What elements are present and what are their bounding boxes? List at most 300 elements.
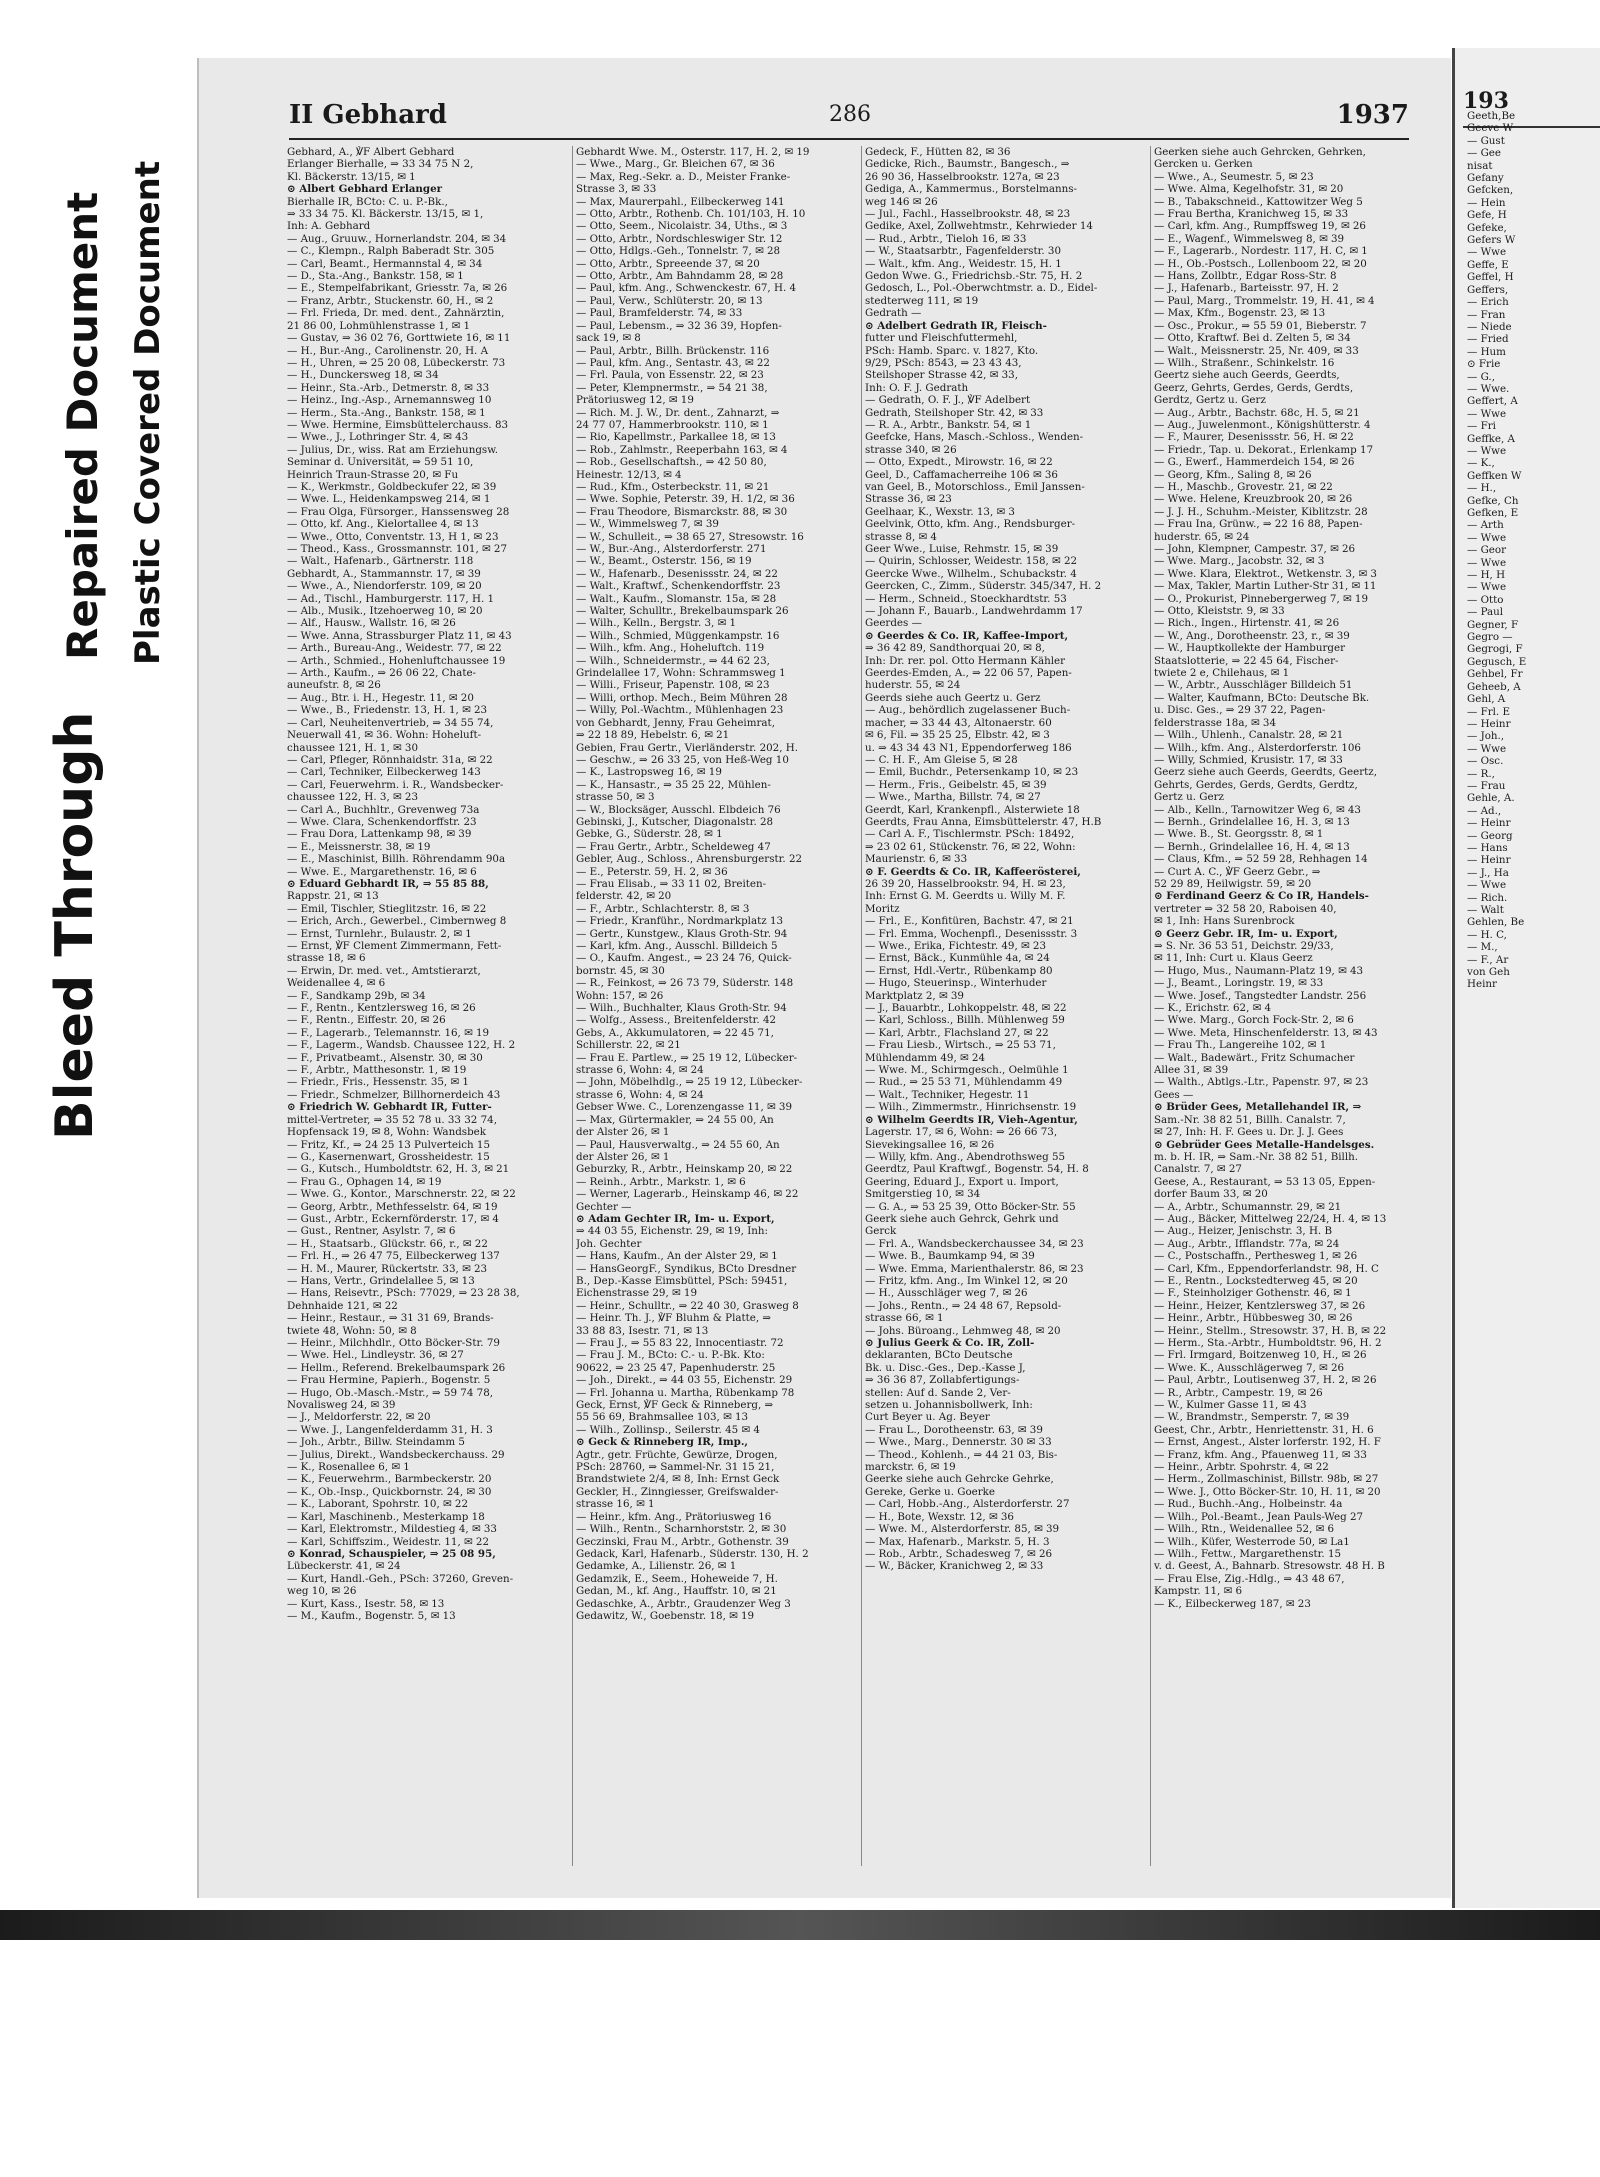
directory-entry-line: Marktplatz 2, ✉ 39	[865, 989, 964, 1002]
directory-entry-line: — Frau Ina, Grünw., ⇒ 22 16 88, Papen-	[1154, 518, 1363, 531]
directory-entry-line: — Max, Maurerpahl., Eilbeckerweg 141	[576, 195, 785, 208]
directory-entry-line: — Otto, Seem., Nicolaistr. 34, Uths., ✉ 3	[576, 220, 788, 233]
directory-entry-line: — R. A., Arbtr., Bankstr. 54, ✉ 1	[865, 418, 1032, 431]
next-page-entry-line: — Paul	[1467, 606, 1504, 619]
directory-entry-line: — E., Wagenf., Wimmelsweg 8, ✉ 39	[1154, 232, 1345, 245]
next-page-entry-line: Gehbel, Fr	[1467, 668, 1523, 681]
directory-entry-line: — Kurt, Handl.-Geh., PSch: 37260, Greven-	[287, 1572, 514, 1585]
directory-entry-line: ⇒ S. Nr. 36 53 51, Deichstr. 29/33,	[1154, 940, 1334, 952]
directory-entry-line: — Otto, Arbtr., Rothenb. Ch. 101/103, H. 10	[576, 208, 806, 221]
directory-entry-line: — Frau Elisab., ⇒ 33 11 02, Breiten-	[576, 877, 767, 890]
directory-entry-line: — Wwe., Martha, Billstr. 74, ✉ 27	[865, 791, 1041, 804]
next-page-entry-line: — Heinr	[1467, 717, 1511, 730]
directory-entry-line: — F., Arbtr., Schlachterstr. 8, ✉ 3	[576, 902, 750, 915]
directory-entry-line: — W., Bur.-Ang., Alsterdorferstr. 271	[576, 543, 767, 555]
directory-entry-line: — Otto, Expedt., Mirowstr. 16, ✉ 22	[865, 456, 1053, 469]
directory-entry-line: — Aug., Btr. i. H., Hegestr. 11, ✉ 20	[287, 691, 474, 704]
directory-entry-line: ⊙ Eduard Gebhardt IR, ⇒ 55 85 88,	[287, 877, 489, 890]
directory-entry-line: — Wilh., Zollinsp., Seilerstr. 45 ✉ 4	[576, 1423, 760, 1436]
directory-entry-line: Maurienstr. 6, ✉ 33	[865, 853, 968, 866]
directory-entry-line: — Frau E. Partlew., ⇒ 25 19 12, Lübecker-	[576, 1051, 798, 1064]
directory-entry-line: — K., Laborant, Spohrstr. 10, ✉ 22	[287, 1498, 469, 1511]
directory-entry-line: Joh. Gechter	[576, 1237, 642, 1250]
directory-entry-line: Kl. Bäckerstr. 13/15, ✉ 1	[287, 170, 416, 183]
directory-entry-line: — F., Sandkamp 29b, ✉ 34	[287, 989, 426, 1002]
directory-entry-line: Gebinski, J., Kutscher, Diagonalstr. 28	[576, 815, 774, 828]
directory-entry-line: — Wilh., Schneidermstr., ⇒ 44 62 23,	[576, 654, 770, 667]
directory-entry-line: v. d. Geest, A., Bahnarb. Stresowstr. 48 H. B	[1154, 1560, 1385, 1573]
directory-entry-line: — Carl A. F., Tischlermstr. PSch: 18492,	[865, 828, 1075, 841]
directory-entry-line: — Otto, kf. Ang., Kielortallee 4, ✉ 13	[287, 518, 479, 531]
directory-entry-line: — Carl A., Buchhltr., Grevenweg 73a	[287, 803, 480, 816]
directory-entry-line: Geerds siehe auch Geertz u. Gerz	[865, 691, 1041, 704]
directory-entry-line: — W., Blocksäger, Ausschl. Elbdeich 76	[576, 803, 781, 816]
directory-entry-line: Gedrath —	[865, 307, 922, 320]
directory-entry-line: Geerdes-Emden, A., ⇒ 22 06 57, Papen-	[865, 667, 1072, 680]
directory-entry-line: — J., Hafenarb., Barteisstr. 97, H. 2	[1154, 282, 1339, 295]
directory-entry-line: — Heinz., Ing.-Asp., Arnemannsweg 10	[287, 394, 492, 407]
directory-entry-line: — Heinr., Stellm., Stresowstr. 37, H. B, ✉ 22	[1154, 1324, 1387, 1337]
directory-entry-line: 90622, ⇒ 23 25 47, Papenhuderstr. 25	[576, 1361, 776, 1374]
directory-entry-line: — Max, Kfm., Bogenstr. 23, ✉ 13	[1154, 307, 1326, 320]
directory-entry-line: Staatslotterie, ⇒ 22 45 64, Fischer-	[1154, 654, 1339, 667]
directory-entry-line: Brandstwiete 2/4, ✉ 8, Inh: Ernst Geck	[576, 1473, 780, 1486]
directory-entry-line: — Johs., Rentn., ⇒ 24 48 67, Repsold-	[865, 1299, 1062, 1312]
directory-entry-line: — Wilh., kfm. Ang., Hoheluftch. 119	[576, 642, 765, 655]
directory-entry-line: Gedike, Axel, Zollwehtmstr., Kehrwieder 14	[865, 220, 1093, 233]
directory-entry-line: — Carl, Neuheitenvertrieb, ⇒ 34 55 74,	[287, 716, 494, 729]
directory-entry-line: — Paul, Hausverwaltg., ⇒ 24 55 60, An	[576, 1138, 780, 1151]
directory-entry-line: — E., Maschinist, Billh. Röhrendamm 90a	[287, 853, 506, 866]
directory-entry-line: — F., Rentn., Kentzlersweg 16, ✉ 26	[287, 1002, 476, 1015]
directory-entry-line: — Arth., Bureau-Ang., Weidestr. 77, ✉ 22	[287, 642, 502, 655]
directory-entry-line: — Friedr., Tap. u. Dekorat., Erlenkamp 17	[1154, 443, 1374, 456]
directory-entry-line: u. ⇒ 43 34 43 N1, Eppendorferweg 186	[865, 741, 1072, 754]
next-page-entry-line: — Walt	[1467, 904, 1504, 916]
directory-entry-line: — J., Bauarbtr., Lohkoppelstr. 48, ✉ 22	[865, 1002, 1067, 1015]
directory-entry-line: — K., Hansastr., ⇒ 35 25 22, Mühlen-	[576, 778, 771, 791]
directory-entry-line: Gedaschke, A., Arbtr., Graudenzer Weg 3	[576, 1597, 791, 1610]
directory-entry-line: — Aug., Gruuw., Hornerlandstr. 204, ✉ 34	[287, 232, 507, 245]
directory-entry-line: — Walter, Kaufmann, BCto: Deutsche Bk.	[1154, 691, 1370, 704]
directory-entry-line: ⇒ 44 03 55, Eichenstr. 29, ✉ 19, Inh:	[576, 1225, 768, 1238]
directory-entry-line: — Frl. H., ⇒ 26 47 75, Eilbeckerweg 137	[287, 1250, 500, 1263]
directory-entry-line: Gereke, Gerke u. Goerke	[865, 1485, 996, 1498]
directory-entry-line: — K., Feuerwehrm., Barmbeckerstr. 20	[287, 1473, 492, 1486]
directory-entry-line: — Wwe. Alma, Kegelhofstr. 31, ✉ 20	[1154, 183, 1344, 196]
next-page-entry-line: — Fri	[1467, 420, 1496, 433]
scan-bottom-edge	[0, 1910, 1600, 1940]
directory-entry-line: Geering, Eduard J., Export u. Import,	[865, 1175, 1059, 1188]
directory-entry-line: — Herm., Fris., Geibelstr. 45, ✉ 39	[865, 778, 1047, 791]
directory-entry-line: Gertz u. Gerz	[1154, 791, 1224, 804]
directory-entry-line: — Gertr., Kunstgew., Klaus Groth-Str. 94	[576, 927, 788, 940]
directory-entry-line: — Bernh., Grindelallee 16, H. 4, ✉ 13	[1154, 840, 1350, 853]
next-page-entry-line: Geffert, A	[1467, 395, 1518, 408]
next-page-entry-line: Geeth,Be	[1467, 110, 1516, 122]
next-page-entry-line: — Otto	[1467, 593, 1504, 606]
next-page-entry-line: Gehlen, Be	[1467, 916, 1525, 929]
directory-entry-line: PSch: Hamb. Sparc. v. 1827, Kto.	[865, 344, 1039, 357]
next-page-entry-line: — G.,	[1467, 370, 1495, 383]
directory-entry-line: — Wwe. Emma, Marienthalerstr. 86, ✉ 23	[865, 1262, 1084, 1275]
directory-entry-line: Schillerstr. 22, ✉ 21	[576, 1039, 681, 1052]
directory-entry-line: PSch: 28760, ⇒ Sammel-Nr. 31 15 21,	[576, 1461, 775, 1474]
directory-entry-line: — Aug., Bäcker, Mittelweg 22/24, H. 4, ✉ 13	[1154, 1212, 1387, 1225]
directory-entry-line: ⊙ Ferdinand Geerz & Co IR, Handels-	[1154, 890, 1369, 903]
directory-entry-line: Gedawitz, W., Goebenstr. 18, ✉ 19	[576, 1609, 755, 1622]
directory-column-3	[865, 146, 1147, 1876]
directory-entry-line: — Wilh., Rentn., Scharnhorststr. 2, ✉ 30	[576, 1523, 787, 1536]
header-section-title: II Gebhard	[289, 100, 447, 130]
next-page-entry-line: Gefke, Ch	[1467, 494, 1519, 507]
directory-entry-line: sack 19, ✉ 8	[576, 332, 641, 345]
directory-entry-line: — K., Erichstr. 62, ✉ 4	[1154, 1002, 1272, 1015]
next-page-entry-line: Geeve W	[1467, 122, 1514, 135]
page-header	[289, 98, 1409, 140]
directory-entry-line: — Frau Else, Zig.-Hdlg., ⇒ 43 48 67,	[1154, 1572, 1345, 1585]
directory-entry-line: — H., Ob.-Postsch., Lollenboom 22, ✉ 20	[1154, 257, 1367, 270]
next-page-entry-line: Geffel, H	[1467, 271, 1514, 284]
directory-entry-line: — E., Rentn., Lockstedterweg 45, ✉ 20	[1154, 1274, 1358, 1287]
directory-entry-line: Geczinski, Frau M., Arbtr., Gothenstr. 39	[576, 1535, 789, 1548]
directory-entry-line: Inh: A. Gebhard	[287, 220, 371, 233]
directory-entry-line: — H., Dunckersweg 18, ✉ 34	[287, 369, 439, 382]
directory-entry-line: Geerdtz, Paul Kraftwgf., Bogenstr. 54, H. 8	[865, 1163, 1089, 1176]
directory-entry-line: ✉ 11, Inh: Curt u. Klaus Geerz	[1154, 952, 1313, 965]
directory-entry-line: — Heinr. Th. J., ℣F Bluhm & Platte, ⇒	[576, 1312, 772, 1325]
directory-entry-line: — Wwe. Meta, Hinschenfelderstr. 13, ✉ 43	[1154, 1026, 1378, 1039]
directory-entry-line: — Ernst, Bäck., Kunmühle 4a, ✉ 24	[865, 952, 1050, 965]
directory-entry-line: — Wwe. Hermine, Eimsbüttelerchauss. 83	[287, 418, 509, 431]
directory-entry-line: chaussee 121, H. 1, ✉ 30	[287, 741, 419, 754]
directory-entry-line: — Joh., Arbtr., Billw. Steindamm 5	[287, 1436, 465, 1449]
directory-entry-line: — Werner, Lagerarb., Heinskamp 46, ✉ 22	[576, 1188, 799, 1201]
next-page-entry-line: — H.,	[1467, 482, 1497, 495]
directory-entry-line: — G. A., ⇒ 53 25 39, Otto Böcker-Str. 55	[865, 1200, 1076, 1213]
directory-entry-line: — Wilh., Uhlenh., Canalstr. 28, ✉ 21	[1154, 729, 1344, 742]
directory-entry-line: — Otto, Kraftwf. Bei d. Zelten 5, ✉ 34	[1154, 332, 1351, 345]
next-page-entry-line: — Hum	[1467, 345, 1506, 358]
directory-entry-line: Kampstr. 11, ✉ 6	[1154, 1585, 1243, 1598]
directory-entry-line: — W., Ang., Dorotheenstr. 23, r., ✉ 39	[1154, 629, 1350, 642]
directory-entry-line: Gedack, Karl, Hafenarb., Süderstr. 130, H. 2	[576, 1547, 809, 1560]
directory-entry-line: — Alb., Musik., Itzehoerweg 10, ✉ 20	[287, 605, 483, 618]
directory-entry-line: — Otto, Hdlgs.-Geh., Tonnelstr. 7, ✉ 28	[576, 245, 781, 258]
directory-entry-line: — Otto, Arbtr., Spreeende 37, ✉ 20	[576, 257, 760, 270]
directory-entry-line: Bierhalle IR, BCto: C. u. P.-Bk.,	[287, 195, 448, 208]
directory-entry-line: m. b. H. IR, ⇒ Sam.-Nr. 38 82 51, Billh.	[1154, 1150, 1359, 1163]
directory-entry-line: — Arth., Schmied., Hohenluftchaussee 19	[287, 654, 506, 667]
directory-entry-line: — Bernh., Grindelallee 16, H. 3, ✉ 13	[1154, 815, 1350, 828]
directory-entry-line: — John, Klempner, Campestr. 37, ✉ 26	[1154, 543, 1356, 555]
next-page-entry-line: ⊙ Frie	[1467, 358, 1501, 371]
directory-entry-line: — Paul, Bramfelderstr. 74, ✉ 33	[576, 307, 743, 320]
directory-entry-line: 24 77 07, Hammerbrookstr. 110, ✉ 1	[576, 418, 769, 431]
directory-entry-line: — Hugo, Steuerinsp., Winterhuder	[865, 977, 1047, 990]
directory-entry-line: — Karl, Schiffszim., Weidestr. 11, ✉ 22	[287, 1535, 490, 1548]
directory-entry-line: — Wwe. Marg., Gorch Fock-Str. 2, ✉ 6	[1154, 1014, 1354, 1027]
directory-entry-line: — Walt., Badewärt., Fritz Schumacher	[1154, 1051, 1355, 1064]
next-page-strip	[1452, 48, 1600, 1908]
directory-entry-line: — Hellm., Referend. Brekelbaumspark 26	[287, 1361, 506, 1374]
directory-entry-line: — Frl., E., Konfitüren, Bachstr. 47, ✉ 21	[865, 915, 1074, 928]
directory-entry-line: — Wilh., kfm. Ang., Alsterdorferstr. 106	[1154, 741, 1361, 754]
next-page-entry-line: — Joh.,	[1467, 730, 1505, 743]
directory-entry-line: Geer Wwe., Luise, Rehmstr. 15, ✉ 39	[865, 543, 1059, 555]
directory-entry-line: — F., Arbtr., Matthesonstr. 1, ✉ 19	[287, 1064, 467, 1077]
directory-entry-line: — Aug., behördlich zugelassener Buch-	[865, 704, 1071, 717]
directory-entry-line: Gees —	[1154, 1088, 1194, 1101]
next-page-entry-line: — Georg	[1467, 829, 1513, 842]
directory-entry-line: Gedon Wwe. G., Friedrichsb.-Str. 75, H. 2	[865, 270, 1083, 283]
directory-entry-line: — H., Bote, Wexstr. 12, ✉ 36	[865, 1510, 1014, 1523]
directory-entry-line: twiete 48, Wohn: 50, ✉ 8	[287, 1324, 417, 1337]
directory-entry-line: — Julius, Dr., wiss. Rat am Erziehungsw.	[287, 443, 499, 456]
directory-entry-line: — Carl, Beamt., Hermannstal 4, ✉ 34	[287, 257, 483, 270]
directory-entry-line: — Max, Takler, Martin Luther-Str 31, ✉ 11	[1154, 580, 1377, 593]
directory-entry-line: — H., Bur.-Ang., Carolinenstr. 20, H. A	[287, 344, 489, 357]
directory-entry-line: — Herm., Schneid., Stoeckhardtstr. 53	[865, 592, 1067, 605]
next-page-entry-line: Geffe, E	[1467, 258, 1509, 271]
directory-entry-line: — Frau Olga, Fürsorger., Hanssensweg 28	[287, 505, 510, 518]
directory-entry-line: Geertz siehe auch Geerds, Geerdts,	[1154, 369, 1340, 382]
directory-entry-line: — Carl, Techniker, Eilbeckerweg 143	[287, 766, 481, 779]
directory-entry-line: — F., Maurer, Desenissstr. 56, H. ✉ 22	[1154, 431, 1354, 444]
directory-entry-line: 52 29 89, Heilwigstr. 59, ✉ 20	[1154, 877, 1312, 890]
directory-entry-line: huderstr. 55, ✉ 24	[865, 679, 961, 692]
directory-entry-line: strasse 6, Wohn: 4, ✉ 24	[576, 1088, 704, 1101]
directory-column-4	[1154, 146, 1436, 1876]
directory-entry-line: — Karl, Elektromstr., Mildestieg 4, ✉ 33	[287, 1523, 497, 1536]
directory-entry-line: — Carl, Hobb.-Ang., Alsterdorferstr. 27	[865, 1498, 1070, 1511]
directory-entry-line: Gebien, Frau Gertr., Vierländerstr. 202, H.	[576, 741, 799, 754]
directory-entry-line: — E., Peterstr. 59, H. 2, ✉ 36	[576, 865, 728, 878]
directory-entry-line: Inh: O. F. J. Gedrath	[865, 381, 969, 394]
directory-entry-line: Gercken u. Gerken	[1154, 158, 1253, 171]
directory-entry-line: — Aug., Juwelenmont., Königshütterstr. 4	[1154, 418, 1371, 431]
directory-entry-line: — Hans, Vertr., Grindelallee 5, ✉ 13	[287, 1274, 475, 1287]
directory-entry-line: Dehnhaide 121, ✉ 22	[287, 1299, 398, 1312]
directory-entry-line: — Paul, Arbtr., Loutisenweg 37, H. 2, ✉ 26	[1154, 1374, 1377, 1387]
directory-entry-line: — Rob., Zahlmstr., Reeperbahn 163, ✉ 4	[576, 443, 788, 456]
directory-entry-line: — Frau L., Dorotheenstr. 63, ✉ 39	[865, 1423, 1043, 1436]
directory-entry-line: Gerck	[865, 1225, 897, 1238]
directory-entry-line: Curt Beyer u. Ag. Beyer	[865, 1411, 990, 1424]
next-page-entry-line: — Hein	[1467, 196, 1506, 209]
next-page-entry-line: — H. C,	[1467, 928, 1507, 941]
next-page-entry-line: nisat	[1467, 159, 1493, 172]
directory-entry-line: Heinestr. 12/13, ✉ 4	[576, 468, 682, 481]
directory-entry-line: — Osc., Prokur., ⇒ 55 59 01, Bieberstr. 7	[1154, 319, 1367, 332]
directory-entry-line: — Johs. Büroang., Lehmweg 48, ✉ 20	[865, 1324, 1061, 1337]
directory-entry-line: — Paul, kfm. Ang., Schwenckestr. 67, H. 4	[576, 282, 797, 295]
directory-entry-line: — Peter, Klempnermstr., ⇒ 54 21 38,	[576, 381, 768, 394]
directory-entry-line: — John, Möbelhdlg., ⇒ 25 19 12, Lübecker-	[576, 1076, 803, 1089]
directory-entry-line: — Walt., kfm. Ang., Weidestr. 15, H. 1	[865, 257, 1062, 270]
directory-entry-line: — Frl. Paula, von Essenstr. 22, ✉ 23	[576, 369, 764, 382]
directory-entry-line: Geerdt, Karl, Krankenpfl., Alsterwiete 18	[865, 803, 1080, 816]
directory-entry-line: — Frl. Frieda, Dr. med. dent., Zahnärztin,	[287, 307, 505, 320]
directory-entry-line: — Wwe. E., Margarethenstr. 16, ✉ 6	[287, 865, 477, 878]
directory-column-1	[287, 146, 569, 1876]
directory-entry-line: — Wolfg., Assess., Breitenfelderstr. 42	[576, 1014, 777, 1027]
directory-entry-line: Geerken siehe auch Gehrcken, Gehrken,	[1154, 146, 1366, 158]
directory-entry-line: ⊙ Geerdes & Co. IR, Kaffee-Import,	[865, 629, 1069, 642]
directory-entry-line: Smitgerstieg 10, ✉ 34	[865, 1188, 981, 1201]
directory-entry-line: weg 146 ✉ 26	[865, 195, 938, 208]
directory-entry-line: — Erich, Arch., Gewerbel., Cimbernweg 8	[287, 915, 507, 928]
margin-labels	[0, 0, 200, 2177]
directory-entry-line: Gedosch, L., Pol.-Oberwchtmstr. a. D., Eidel-	[865, 282, 1098, 295]
directory-entry-line: — Frl. Emma, Wochenpfl., Desenissstr. 3	[865, 927, 1078, 940]
directory-entry-line: Gedamzik, E., Seem., Hoheweide 7, H.	[576, 1572, 778, 1585]
directory-entry-line: — Wwe. J., Otto Böcker-Str. 10, H. 11, ✉ 20	[1154, 1485, 1381, 1498]
next-page-entry-line: — Frl. E	[1467, 705, 1510, 718]
next-page-entry-line: Gefany	[1467, 172, 1504, 185]
directory-entry-line: — Friedr., Fris., Hessenstr. 35, ✉ 1	[287, 1076, 469, 1089]
directory-entry-line: — F., Steinholziger Gothenstr. 46, ✉ 1	[1154, 1287, 1352, 1300]
directory-entry-line: — Wwe. Anna, Strassburger Platz 11, ✉ 43	[287, 629, 512, 642]
directory-entry-line: — Paul, Marg., Trommelstr. 19, H. 41, ✉ 4	[1154, 294, 1375, 307]
directory-entry-line: Gebhardt Wwe. M., Osterstr. 117, H. 2, ✉ 19	[576, 146, 810, 158]
directory-entry-line: — Wwe., A., Seumestr. 5, ✉ 23	[1154, 170, 1314, 183]
directory-entry-line: — Walt., Meissnerstr. 25, Nr. 409, ✉ 33	[1154, 344, 1359, 357]
directory-entry-line: — Theod., Kass., Grossmannstr. 101, ✉ 27	[287, 543, 508, 555]
directory-entry-line: — B., Tabakschneid., Kattowitzer Weg 5	[1154, 195, 1363, 208]
directory-entry-line: weg 10, ✉ 26	[287, 1585, 357, 1598]
directory-entry-line: auneufstr. 8, ✉ 26	[287, 679, 381, 692]
directory-entry-line: — Heinr., Arbtr., Hübbesweg 30, ✉ 26	[1154, 1312, 1353, 1325]
directory-entry-line: — Wwe. B., Baumkamp 94, ✉ 39	[865, 1250, 1035, 1263]
directory-entry-line: — Willi, orthop. Mech., Beim Mühren 28	[576, 691, 788, 704]
directory-entry-line: — J. J. H., Schuhm.-Meister, Kiblitzstr. 28	[1154, 505, 1368, 518]
directory-entry-line: — Friedr., Kranführ., Nordmarkplatz 13	[576, 915, 784, 928]
directory-entry-line: — Karl, Arbtr., Flachsland 27, ✉ 22	[865, 1026, 1049, 1039]
next-page-entry-line: Gefcken,	[1467, 184, 1514, 197]
directory-entry-line: — Herm., Sta.-Arbtr., Humboldtstr. 96, H. 2	[1154, 1337, 1382, 1349]
repaired-document-label: Repaired Document	[58, 191, 107, 660]
directory-entry-line: — Hans, Reisevtr., PSch: 77029, ⇒ 23 28 38,	[287, 1287, 520, 1300]
directory-entry-line: — Rob., Gesellschaftsh., ⇒ 42 50 80,	[576, 456, 767, 469]
directory-entry-line: felderstr. 42, ✉ 20	[576, 890, 672, 903]
directory-entry-line: Neuerwall 41, ✉ 36. Wohn: Hoheluft-	[287, 729, 482, 742]
next-page-entry-line: Gefe, H	[1467, 209, 1507, 222]
directory-entry-line: — K., Eilbeckerweg 187, ✉ 23	[1154, 1597, 1311, 1610]
directory-entry-line: — Paul, Lebensm., ⇒ 32 36 39, Hopfen-	[576, 319, 782, 332]
directory-entry-line: — Paul, Verw., Schlüterstr. 20, ✉ 13	[576, 294, 763, 307]
directory-entry-line: macher, ⇒ 33 44 43, Altonaerstr. 60	[865, 716, 1052, 729]
directory-entry-line: Inh: Ernst G. M. Geerdts u. Willy M. F.	[865, 890, 1066, 903]
directory-entry-line: Geck, Ernst, ℣F Geck & Rinneberg, ⇒	[576, 1399, 774, 1412]
next-page-entry-line: Heinr	[1467, 978, 1497, 991]
directory-entry-line: huderstr. 65, ✉ 24	[1154, 530, 1250, 543]
directory-entry-line: Gebhardt, A., Stammannstr. 17, ✉ 39	[287, 567, 481, 580]
directory-entry-line: Geel, D., Caffamacherreihe 106 ✉ 36	[865, 468, 1058, 481]
next-page-entries	[1467, 110, 1600, 991]
next-page-entry-line: — Heinr	[1467, 854, 1511, 867]
next-page-entry-line: — Frau	[1467, 779, 1506, 792]
directory-entry-line: — O., Kaufm. Angest., ⇒ 23 24 76, Quick-	[576, 952, 792, 965]
directory-entry-line: — F., Lagerarb., Nordestr. 117, H. C, ✉ 1	[1154, 245, 1368, 258]
directory-entry-line: — Ernst, Turnlehr., Bulaustr. 2, ✉ 1	[287, 927, 472, 940]
directory-entry-line: twiete 2 e, Chilehaus, ✉ 1	[1154, 667, 1290, 680]
next-page-entry-line: — Erich	[1467, 296, 1509, 309]
next-page-entry-line: — Arth	[1467, 519, 1504, 532]
next-page-entry-line: Gehl, A	[1467, 693, 1506, 706]
directory-entry-line: dorfer Baum 33, ✉ 20	[1154, 1188, 1268, 1201]
directory-entry-line: Geerk siehe auch Gehrck, Gehrk und	[865, 1212, 1059, 1225]
directory-entry-line: — C., Postschaffn., Perthesweg 1, ✉ 26	[1154, 1250, 1358, 1263]
directory-entry-line: — Wilh., Küfer, Westerrode 50, ✉ La1	[1154, 1535, 1350, 1548]
directory-entry-line: — Rich. M. J. W., Dr. dent., Zahnarzt, ⇒	[576, 406, 780, 419]
directory-entry-line: — Frau Theodore, Bismarckstr. 88, ✉ 30	[576, 505, 788, 518]
directory-entry-line: — Hugo, Ob.-Masch.-Mstr., ⇒ 59 74 78,	[287, 1386, 494, 1399]
directory-entry-line: strasse 6, Wohn: 4, ✉ 24	[576, 1064, 704, 1077]
directory-entry-line: ✉ 6, Fil. ⇒ 35 25 25, Elbstr. 42, ✉ 3	[865, 729, 1050, 742]
directory-entry-line: der Alster 26, ✉ 1	[576, 1126, 670, 1139]
directory-entry-line: — Wwe., A., Niendorferstr. 109, ✉ 20	[287, 580, 482, 593]
directory-entry-line: — F., Lagerm., Wandsb. Chaussee 122, H. 2	[287, 1039, 516, 1052]
next-page-entry-line: Gefken, E	[1467, 507, 1519, 519]
directory-entry-line: — Hugo, Mus., Naumann-Platz 19, ✉ 43	[1154, 964, 1364, 977]
directory-entry-line: — Frl. Johanna u. Martha, Rübenkamp 78	[576, 1386, 795, 1399]
directory-entry-line: ⊙ Geerz Gebr. IR, Im- u. Export,	[1154, 927, 1338, 940]
directory-entry-line: — Julius, Direkt., Wandsbeckerchauss. 29	[287, 1448, 505, 1461]
directory-entry-line: — Heinr., Arbtr. Spohrstr. 4, ✉ 22	[1154, 1461, 1329, 1474]
directory-entry-line: strasse 50, ✉ 3	[576, 791, 655, 804]
directory-entry-line: ⇒ 22 18 89, Hebelstr. 6, ✉ 21	[576, 729, 730, 742]
directory-entry-line: 26 90 36, Hasselbrookstr. 127a, ✉ 23	[865, 170, 1060, 183]
directory-entry-line: — Wwe. Klara, Elektrot., Wetkenstr. 3, ✉ 3	[1154, 567, 1377, 580]
directory-entry-line: — Frau J., ⇒ 55 83 22, Innocentiastr. 72	[576, 1337, 784, 1349]
directory-entry-line: — Reinh., Arbtr., Markstr. 1, ✉ 6	[576, 1175, 746, 1188]
directory-entry-line: Geercke Wwe., Wilhelm., Schubackstr. 4	[865, 567, 1077, 580]
next-page-year: 193	[1463, 88, 1509, 114]
directory-entry-line: — Walt., Kraftwf., Schenkendorffstr. 23	[576, 580, 781, 593]
directory-entry-line: Gebhard, A., ℣F Albert Gebhard	[287, 146, 455, 158]
next-page-entry-line: Geffke, A	[1467, 432, 1515, 445]
directory-entry-line: felderstrasse 18a, ✉ 34	[1154, 716, 1277, 729]
next-page-entry-line: — J., Ha	[1467, 866, 1509, 879]
next-page-entry-line: — Wwe	[1467, 556, 1507, 569]
directory-entry-line: ✉ 27, Inh: H. F. Gees u. Dr. J. J. Gees	[1154, 1126, 1344, 1139]
directory-entry-line: Gebs, A., Akkumulatoren, ⇒ 22 45 71,	[576, 1026, 774, 1039]
directory-entry-line: Gedrath, Steilshoper Str. 42, ✉ 33	[865, 406, 1044, 419]
directory-entry-line: — Wilh., Buchhalter, Klaus Groth-Str. 94	[576, 1002, 787, 1015]
directory-entry-line: — Willy, Schmied, Krusistr. 17, ✉ 33	[1154, 753, 1343, 766]
directory-entry-line: Geerke siehe auch Gehrcke Gehrke,	[865, 1473, 1054, 1486]
directory-entry-line: strasse 8, ✉ 4	[865, 530, 937, 543]
directory-entry-line: — R., Feinkost, ⇒ 26 73 79, Süderstr. 148	[576, 977, 794, 990]
directory-entry-line: Geerz siehe auch Geerds, Geerdts, Geertz,	[1154, 766, 1377, 779]
next-page-entry-line: — Fried	[1467, 333, 1509, 346]
directory-entry-line: — W., Bäcker, Kranichweg 2, ✉ 33	[865, 1560, 1044, 1573]
directory-entry-line: — Rich., Ingen., Hirtenstr. 41, ✉ 26	[1154, 617, 1340, 630]
directory-entry-line: Moritz	[865, 902, 900, 915]
directory-entry-line: — Karl, kfm. Ang., Ausschl. Billdeich 5	[576, 940, 778, 952]
directory-entry-line: — Aug., Arbtr., Bachstr. 68c, H. 5, ✉ 21	[1154, 406, 1360, 419]
directory-entry-line: — W., Hauptkollekte der Hamburger	[1154, 642, 1346, 655]
directory-entry-line: — Frl. Irmgard, Boitzenweg 10, H., ✉ 26	[1154, 1349, 1367, 1362]
directory-entry-line: — Wwe. Josef., Tangstedter Landstr. 256	[1154, 989, 1367, 1002]
directory-entry-line: — Wwe. J., Langenfelderdamm 31, H. 3	[287, 1423, 493, 1436]
directory-entry-line: Geelhaar, K., Wexstr. 13, ✉ 3	[865, 505, 1015, 518]
directory-entry-line: — K., Werkmstr., Goldbeckufer 22, ✉ 39	[287, 480, 497, 493]
directory-entry-line: stellen: Auf d. Sande 2, Ver-	[865, 1386, 1011, 1399]
directory-entry-line: Gedan, M., kf. Ang., Hauffstr. 10, ✉ 21	[576, 1585, 777, 1598]
directory-entry-line: — Wwe. Hel., Lindleystr. 36, ✉ 27	[287, 1349, 464, 1362]
